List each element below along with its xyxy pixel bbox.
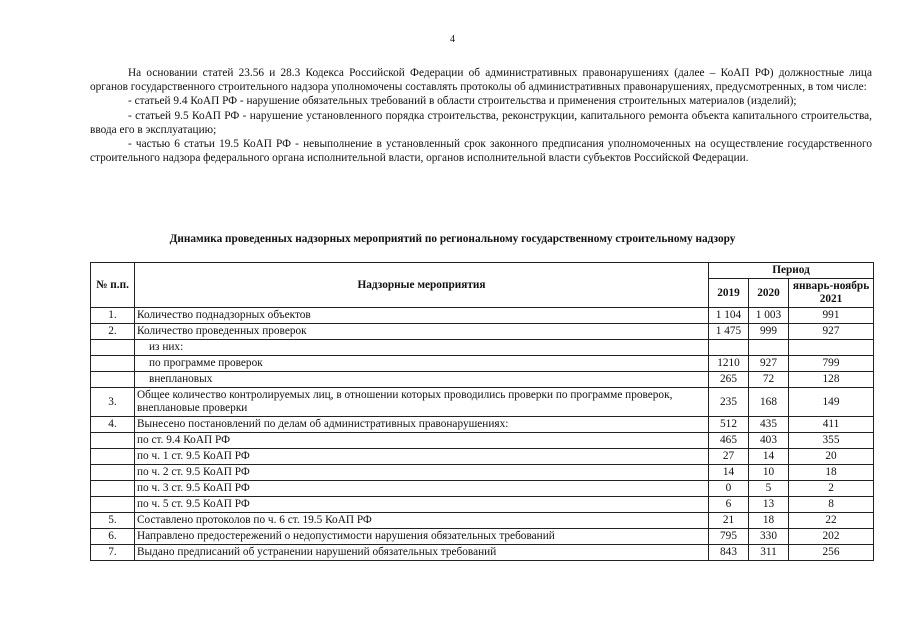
intro-paragraph: На основании статей 23.56 и 28.3 Кодекса Российской Федерации об административных правонарушениях (далее – КоАП РФ) должностные лица органов государственного строительного надзора уполномочены составлять протоколы об административных правонарушениях, предусмотренных, в том числе: (90, 67, 872, 94)
row-number (91, 497, 135, 513)
row-number (91, 356, 135, 372)
value-2020 (749, 340, 789, 356)
table-row (91, 372, 874, 388)
value-2020: 14 (749, 449, 789, 465)
table-row (91, 545, 874, 561)
table-header-row (91, 263, 874, 279)
value-2019: 843 (709, 545, 749, 561)
header-2019: 2019 (709, 279, 749, 308)
row-number (91, 449, 135, 465)
value-2021 (789, 340, 874, 356)
row-number: 3. (91, 388, 135, 417)
value-2019: 27 (709, 449, 749, 465)
row-number: 7. (91, 545, 135, 561)
row-number: 5. (91, 513, 135, 529)
row-label: по ч. 2 ст. 9.5 КоАП РФ (135, 465, 709, 481)
value-2021: 128 (789, 372, 874, 388)
row-number (91, 340, 135, 356)
row-label: Количество поднадзорных объектов (135, 308, 709, 324)
row-label: внеплановых (135, 372, 709, 388)
row-number: 2. (91, 324, 135, 340)
page-number: 4 (450, 34, 455, 45)
value-2019: 512 (709, 417, 749, 433)
table-row (91, 324, 874, 340)
value-2020: 10 (749, 465, 789, 481)
value-2021: 22 (789, 513, 874, 529)
row-number (91, 465, 135, 481)
value-2020: 927 (749, 356, 789, 372)
value-2019: 465 (709, 433, 749, 449)
table-row (91, 433, 874, 449)
value-2020: 1 003 (749, 308, 789, 324)
row-number (91, 372, 135, 388)
row-label: по программе проверок (135, 356, 709, 372)
row-number: 6. (91, 529, 135, 545)
intro-text (90, 66, 872, 165)
value-2020: 72 (749, 372, 789, 388)
value-2019: 21 (709, 513, 749, 529)
value-2020: 5 (749, 481, 789, 497)
value-2021: 2 (789, 481, 874, 497)
table-row (91, 449, 874, 465)
value-2021: 355 (789, 433, 874, 449)
table-row (91, 529, 874, 545)
value-2020: 435 (749, 417, 789, 433)
table-row (91, 481, 874, 497)
row-label: из них: (135, 340, 709, 356)
value-2019: 1 475 (709, 324, 749, 340)
table-row (91, 388, 874, 417)
value-2019: 0 (709, 481, 749, 497)
table-row (91, 497, 874, 513)
row-number (91, 433, 135, 449)
value-2021: 991 (789, 308, 874, 324)
intro-item-9-4: - статьей 9.4 КоАП РФ - нарушение обязательных требований в области строительства и применения строительных материалов (изделий); (128, 95, 797, 108)
value-2021: 927 (789, 324, 874, 340)
row-label: Количество проведенных проверок (135, 324, 709, 340)
header-2021: январь-ноябрь 2021 (789, 279, 874, 308)
value-2020: 18 (749, 513, 789, 529)
row-label: Выдано предписаний об устранении нарушений обязательных требований (135, 545, 709, 561)
header-num: № п.п. (91, 263, 135, 308)
value-2020: 311 (749, 545, 789, 561)
row-number (91, 481, 135, 497)
row-number: 1. (91, 308, 135, 324)
row-label: Вынесено постановлений по делам об административных правонарушениях: (135, 417, 709, 433)
row-number: 4. (91, 417, 135, 433)
table-row (91, 356, 874, 372)
value-2021: 799 (789, 356, 874, 372)
header-period: Период (709, 263, 874, 279)
table-row (91, 465, 874, 481)
row-label: по ч. 3 ст. 9.5 КоАП РФ (135, 481, 709, 497)
value-2020: 168 (749, 388, 789, 417)
table-title: Динамика проведенных надзорных мероприятий по региональному государственному строительному надзору (169, 233, 736, 245)
row-label: Составлено протоколов по ч. 6 ст. 19.5 КоАП РФ (135, 513, 709, 529)
value-2021: 8 (789, 497, 874, 513)
value-2019: 795 (709, 529, 749, 545)
row-label: по ч. 1 ст. 9.5 КоАП РФ (135, 449, 709, 465)
header-activity: Надзорные мероприятия (135, 263, 709, 308)
row-label: по ч. 5 ст. 9.5 КоАП РФ (135, 497, 709, 513)
row-label: Направлено предостережений о недопустимости нарушения обязательных требований (135, 529, 709, 545)
table-body (91, 308, 874, 561)
intro-item-19-5: - частью 6 статьи 19.5 КоАП РФ - невыполнение в установленный срок законного предписания уполномоченных на осуществление государственного строительного надзора федерального органа исполнительной власти, органов исполнительной власти субъектов Российской Федерации. (90, 138, 872, 165)
value-2021: 202 (789, 529, 874, 545)
intro-item-9-5: - статьей 9.5 КоАП РФ - нарушение установленного порядка строительства, реконструкции, капитального ремонта объекта капитального строительства, ввода его в эксплуатацию; (90, 109, 872, 136)
value-2020: 330 (749, 529, 789, 545)
value-2020: 13 (749, 497, 789, 513)
value-2019: 235 (709, 388, 749, 417)
value-2019: 1 104 (709, 308, 749, 324)
value-2021: 149 (789, 388, 874, 417)
value-2020: 403 (749, 433, 789, 449)
value-2019: 265 (709, 372, 749, 388)
table-row (91, 340, 874, 356)
row-label: по ст. 9.4 КоАП РФ (135, 433, 709, 449)
value-2021: 20 (789, 449, 874, 465)
value-2019 (709, 340, 749, 356)
value-2019: 14 (709, 465, 749, 481)
value-2021: 18 (789, 465, 874, 481)
table-row (91, 513, 874, 529)
value-2021: 411 (789, 417, 874, 433)
value-2021: 256 (789, 545, 874, 561)
table-row (91, 417, 874, 433)
inspections-table (90, 262, 874, 561)
value-2019: 6 (709, 497, 749, 513)
header-2020: 2020 (749, 279, 789, 308)
value-2019: 1210 (709, 356, 749, 372)
row-label: Общее количество контролируемых лиц, в отношении которых проводились проверки по программе проверок, внеплановые проверки (135, 388, 709, 417)
value-2020: 999 (749, 324, 789, 340)
table-row (91, 308, 874, 324)
